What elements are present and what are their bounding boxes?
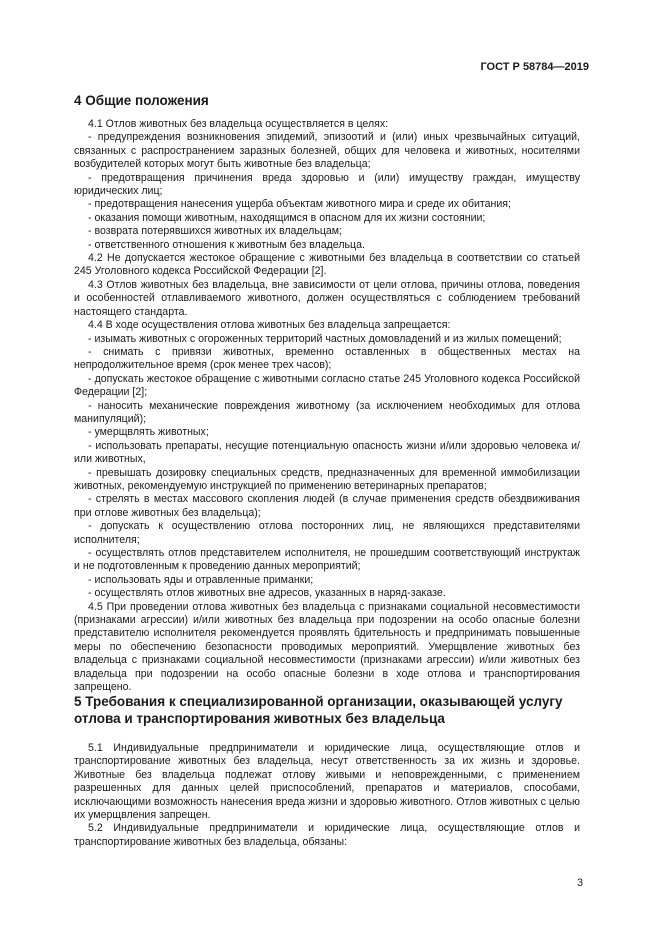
paragraph: 4.3 Отлов животных без владельца, вне зависимости от цели отлова, причины отлова, поведения и особенностей отлавливаемого животного, должен осуществляться с соблюдением требований настоящего стандарта.	[74, 278, 580, 318]
list-item: - осуществлять отлов животных вне адресов, указанных в наряд-заказе.	[88, 587, 446, 600]
list-item: - превышать дозировку специальных средств, предназначенных для временной иммобилизации животных, рекомендуемую инструкцией по применению ветеринарных препаратов;	[74, 466, 580, 492]
list-item: - использовать препараты, несущие потенциальную опасность жизни и/или здоровью человека и/или животных,	[74, 439, 580, 466]
paragraph: 5.2 Индивидуальные предприниматели и юридические лица, осуществляющие отлов и транспортирование животных без владельца, обязаны:	[74, 822, 580, 848]
list-item: - возврата потерявшихся животных их владельцам;	[88, 225, 343, 238]
list-item: - наносить механические повреждения животному (за исключением необходимых для отлова манипуляций);	[74, 399, 580, 425]
section-5-title: 5 Требования к специализированной организации, оказывающей услугу отлова и транспортирования животных без владельца	[74, 694, 563, 726]
paragraph: 4.2 Не допускается жестокое обращение с животными без владельца в соответствии со статьей 245 Уголовного кодекса Российской Федерации [2].	[74, 252, 580, 278]
list-item: - допускать жестокое обращение с животными согласно статье 245 Уголовного кодекса Российской Федерации [2];	[74, 372, 580, 399]
paragraph: 5.1 Индивидуальные предприниматели и юридические лица, осуществляющие отлов и транспортирование животных без владельца, несут ответственность за их жизнь и здоровье. Животные без владельца подлежат отлову живыми и неповрежденными, с применением разрешенных для данных целей приспособлений, препаратов и материалов, способами, исключающими возможность нанесения вреда жизни и здоровью животного. Отлов животных с целью их умерщвления запрещен.	[74, 742, 580, 822]
list-item: - изымать животных с огороженных территорий частных домовладений и из жилых помещений;	[88, 332, 562, 345]
paragraph: 4.1 Отлов животных без владельца осуществляется в целях:	[88, 118, 389, 130]
section-5	[74, 693, 580, 849]
list-item: - предотвращения нанесения ущерба объектам животного мира и среде их обитания;	[88, 198, 511, 211]
list-item: - стрелять в местах массового скопления людей (в случае применения средств обездвиживания при отлове животных без владельца);	[74, 493, 580, 519]
list-item: - предотвращения причинения вреда здоровью и (или) имуществу граждан, имуществу юридических лиц;	[74, 171, 580, 198]
list-item: - ответственного отношения к животным без владельца.	[88, 238, 365, 251]
page-number: 3	[577, 877, 583, 889]
list-item: - снимать с привязи животных, временно оставленных в общественных местах на непродолжительное время (срок менее трех часов);	[74, 345, 580, 372]
paragraph: 4.5 При проведении отлова животных без владельца с признаками социальной несовместимости (признаками агрессии) и/или животных без владельца при подозрении на особо опасные болезни представителю исполнителя рекомендуется проявлять бдительность и предпринимать повышенные меры по обеспечению безопасности проводимых мероприятий. Умерщвление животных без владельца с признаками социальной несовместимости (признаками агрессии) и/или животных без владельца при подозрении на особо опасные болезни в ходе отлова и транспортирования запрещено.	[74, 600, 580, 694]
standard-designation: ГОСТ Р 58784—2019	[480, 61, 589, 73]
list-item: - использовать яды и отравленные приманки;	[88, 573, 314, 586]
list-item: - предупреждения возникновения эпидемий, эпизоотий и (или) иных чрезвычайных ситуаций, связанных с распространением заразных болезней, общих для человека и животных, носителями возбудителей которых могут быть животные без владельца;	[74, 131, 580, 171]
list-item: - умерщвлять животных;	[88, 426, 209, 439]
section-4	[74, 92, 580, 694]
section-4-title: 4 Общие положения	[74, 93, 209, 108]
list-item: - оказания помощи животным, находящимся в опасном для их жизни состоянии;	[88, 211, 486, 224]
list-item: - осуществлять отлов представителем исполнителя, не прошедшим соответствующий инструктаж и не подготовленным к проведению данных мероприятий;	[74, 547, 580, 573]
paragraph: 4.4 В ходе осуществления отлова животных без владельца запрещается:	[88, 319, 451, 332]
list-item: - допускать к осуществлению отлова посторонних лиц, не являющихся представителями исполнителя;	[74, 520, 580, 546]
